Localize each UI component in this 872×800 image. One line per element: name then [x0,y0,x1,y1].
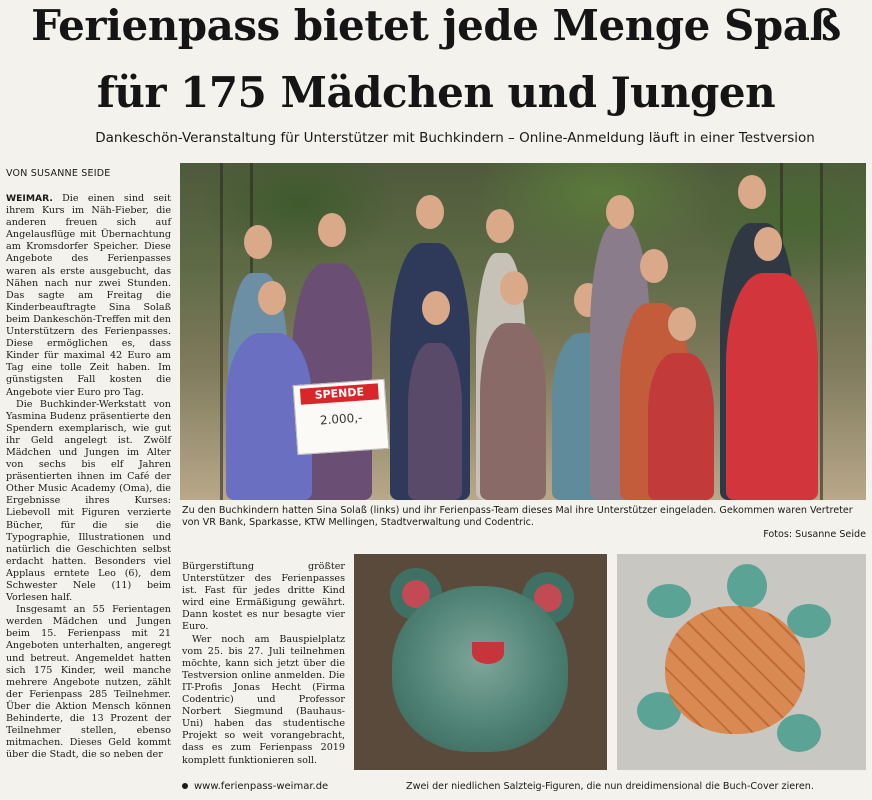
person [648,353,714,500]
turtle-figure-photo [617,554,866,770]
turtle-shell [665,606,805,734]
bear-mouth [472,642,504,664]
photo-credit: Fotos: Susanne Seide [763,529,866,540]
person-head [738,175,766,209]
fence-post [220,163,223,500]
photo-caption-text: Zu den Buchkindern hatten Sina Solaß (links) und ihr Ferienpass-Team dieses Mal ihre Unterstützer eingeladen. Gekommen waren Vertreter von VR Bank, Sparkasse, KTW Mellingen, Stadtverwaltung und Codentric. [182,505,853,528]
website-link[interactable] [182,781,328,792]
person-head [668,307,696,341]
bear-figure-photo [354,554,607,770]
person [408,343,462,500]
donation-sign [293,379,390,455]
headline-line-1: Ferienpass bietet jede Menge Spaß [31,1,841,50]
person-head [500,271,528,305]
person-head [606,195,634,229]
person-head [244,225,272,259]
turtle-head [727,564,767,608]
group-photo [180,163,866,500]
person [480,323,546,500]
middle-column [182,561,345,767]
fence-post [820,163,823,500]
person-head [754,227,782,261]
paragraph-1 [6,193,171,399]
turtle-leg [647,584,691,618]
turtle-leg [777,714,821,752]
bullet-icon [182,783,188,789]
subheadline: Dankeschön-Veranstaltung für Unterstützer mit Buchkindern – Online-Anmeldung läuft in einer Testversion [95,130,815,146]
paragraph-3: Insgesamt an 55 Ferientagen werden Mädchen und Jungen beim 15. Ferienpass mit 21 Angeboten unterhalten, angeregt und betreut. Angemeldet hatten sich 175 Kinder, weil manche mehrere Angebote nutzen, zählt der Ferienpass 285 Teilnehmer. Über die Aktion Mensch können Behinderte, die 13 Prozent der Teilnehmer stellen, ebenso mitmachen. Dieses Geld kommt über die Stadt, die so neben der [6,604,171,761]
person [726,273,818,500]
person-head [422,291,450,325]
paragraph-1-text: Die einen sind seit ihrem Kurs im Näh-Fieber, die anderen freuen sich auf Angelausflüge mit Übernachtung am Kromsdorfer Speicher. Diese Angebote des Ferienpasses waren als erste ausgebucht, das Nähen nach nur zwei Stunden. Das sagte am Freitag die Kinderbeauftragte Sina Solaß beim Dankeschön-Treffen mit den Unterstützern des Ferienpasses. Diese ermöglichen es, dass Kinder für maximal 42 Euro am Tag eine tolle Zeit haben. Im günstigsten Fall kosten die Angebote vier Euro pro Tag. [6,193,171,398]
byline: VON SUSANNE SEIDE [6,168,111,179]
paragraph-2: Die Buchkinder-Werkstatt von Yasmina Budenz präsentierte den Spendern exemplarisch, wie gut ihr Geld angelegt ist. Zwölf Mädchen und Jungen im Alter von sechs bis elf Jahren präsentierten ihnen im Café der Other Music Academy (Oma), die Ergebnisse ihres Kurses: Liebevoll mit Figuren verzierte Bücher, für die sie die Typographie, Illustrationen und natürlich die Geschichten selbst erdacht hatten. Besonders viel Applaus erntete Leo (6), dem Schwester Nele (11) beim Vorlesen half. [6,398,171,604]
headline-line-2: für 175 Mädchen und Jungen [96,68,776,117]
photo-caption [182,505,866,541]
sign-label: SPENDE [300,383,379,404]
figures-caption: Zwei der niedlichen Salzteig-Figuren, die nun dreidimensional die Buch-Cover zieren. [406,781,814,792]
paragraph-5: Wer noch am Bauspielplatz vom 25. bis 27. Juli teilnehmen möchte, kann sich jetzt über die Testversion online anmelden. Die IT-Profis Jonas Hecht (Firma Codentric) und Professor Norbert Siegmund (Bauhaus-Uni) haben das studentische Projekt so weit vorangebracht, dass es zum Ferienpass 2019 komplett funktionieren soll. [182,633,345,766]
url-text: www.ferienpass-weimar.de [194,781,329,792]
person-head [416,195,444,229]
person-head [318,213,346,247]
person-head [258,281,286,315]
bear-body [392,586,568,752]
dateline: WEIMAR. [6,193,53,204]
paragraph-4: Bürgerstiftung größter Unterstützer des Ferienpasses ist. Fast für jedes dritte Kind wird eine Ermäßigung gewährt. Dann kostet es nur besagte vier Euro. [182,561,345,633]
person-head [486,209,514,243]
headline [0,0,872,118]
person-head [640,249,668,283]
left-column [6,193,171,761]
sign-amount: 2.000,- [319,410,363,428]
